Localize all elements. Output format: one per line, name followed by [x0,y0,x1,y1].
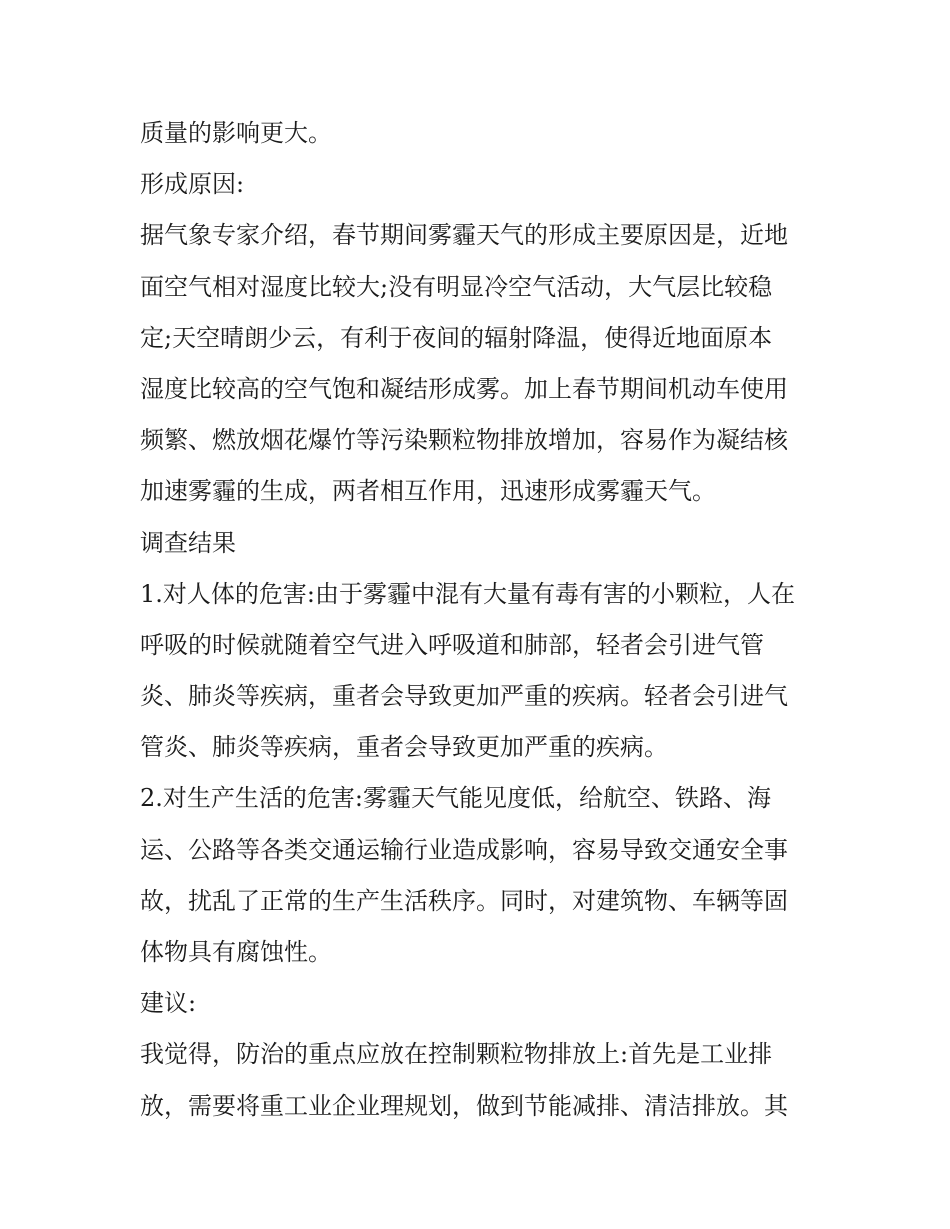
text-line-7: 频繁、燃放烟花爆竹等污染颗粒物排放增加，容易作为凝结核 [140,426,788,455]
section-heading-suggestions: 建议: [140,989,197,1018]
text-line-10: 1.对人体的危害:由于雾霾中混有大量有毒有害的小颗粒，人在 [140,579,795,608]
text-line-12: 炎、肺炎等疾病，重者会导致更加严重的疾病。轻者会引进气 [140,682,788,711]
text-line-20: 放，需要将重工业企业理规划，做到节能减排、清洁排放。其 [140,1091,788,1120]
text-line-16: 故，扰乱了正常的生产生活秩序。同时，对建筑物、车辆等固 [140,886,788,915]
text-line-19: 我觉得，防治的重点应放在控制颗粒物排放上:首先是工业排 [140,1040,773,1069]
section-heading-causes: 形成原因: [140,170,245,199]
document-body [140,108,820,1132]
text-line-15: 运、公路等各类交通运输行业造成影响，容易导致交通安全事 [140,835,788,864]
section-heading-results: 调查结果 [140,528,236,557]
text-line-6: 湿度比较高的空气饱和凝结形成雾。加上春节期间机动车使用 [140,374,788,403]
text-line-3: 据气象专家介绍，春节期间雾霾天气的形成主要原因是，近地 [140,221,788,250]
text-line-13: 管炎、肺炎等疾病，重者会导致更加严重的疾病。 [140,733,668,762]
text-line-11: 呼吸的时候就随着空气进入呼吸道和肺部，轻者会引进气管 [140,630,764,659]
text-line-5: 定;天空晴朗少云，有利于夜间的辐射降温，使得近地面原本 [140,323,773,352]
text-line-17: 体物具有腐蚀性。 [140,938,332,966]
text-line-8: 加速雾霾的生成，两者相互作用，迅速形成雾霾天气。 [140,477,716,506]
text-line-14: 2.对生产生活的危害:雾霾天气能见度低，给航空、铁路、海 [140,784,771,813]
text-line-4: 面空气相对湿度比较大;没有明显冷空气活动，大气层比较稳 [140,272,773,301]
text-line-1: 质量的影响更大。 [140,119,332,147]
